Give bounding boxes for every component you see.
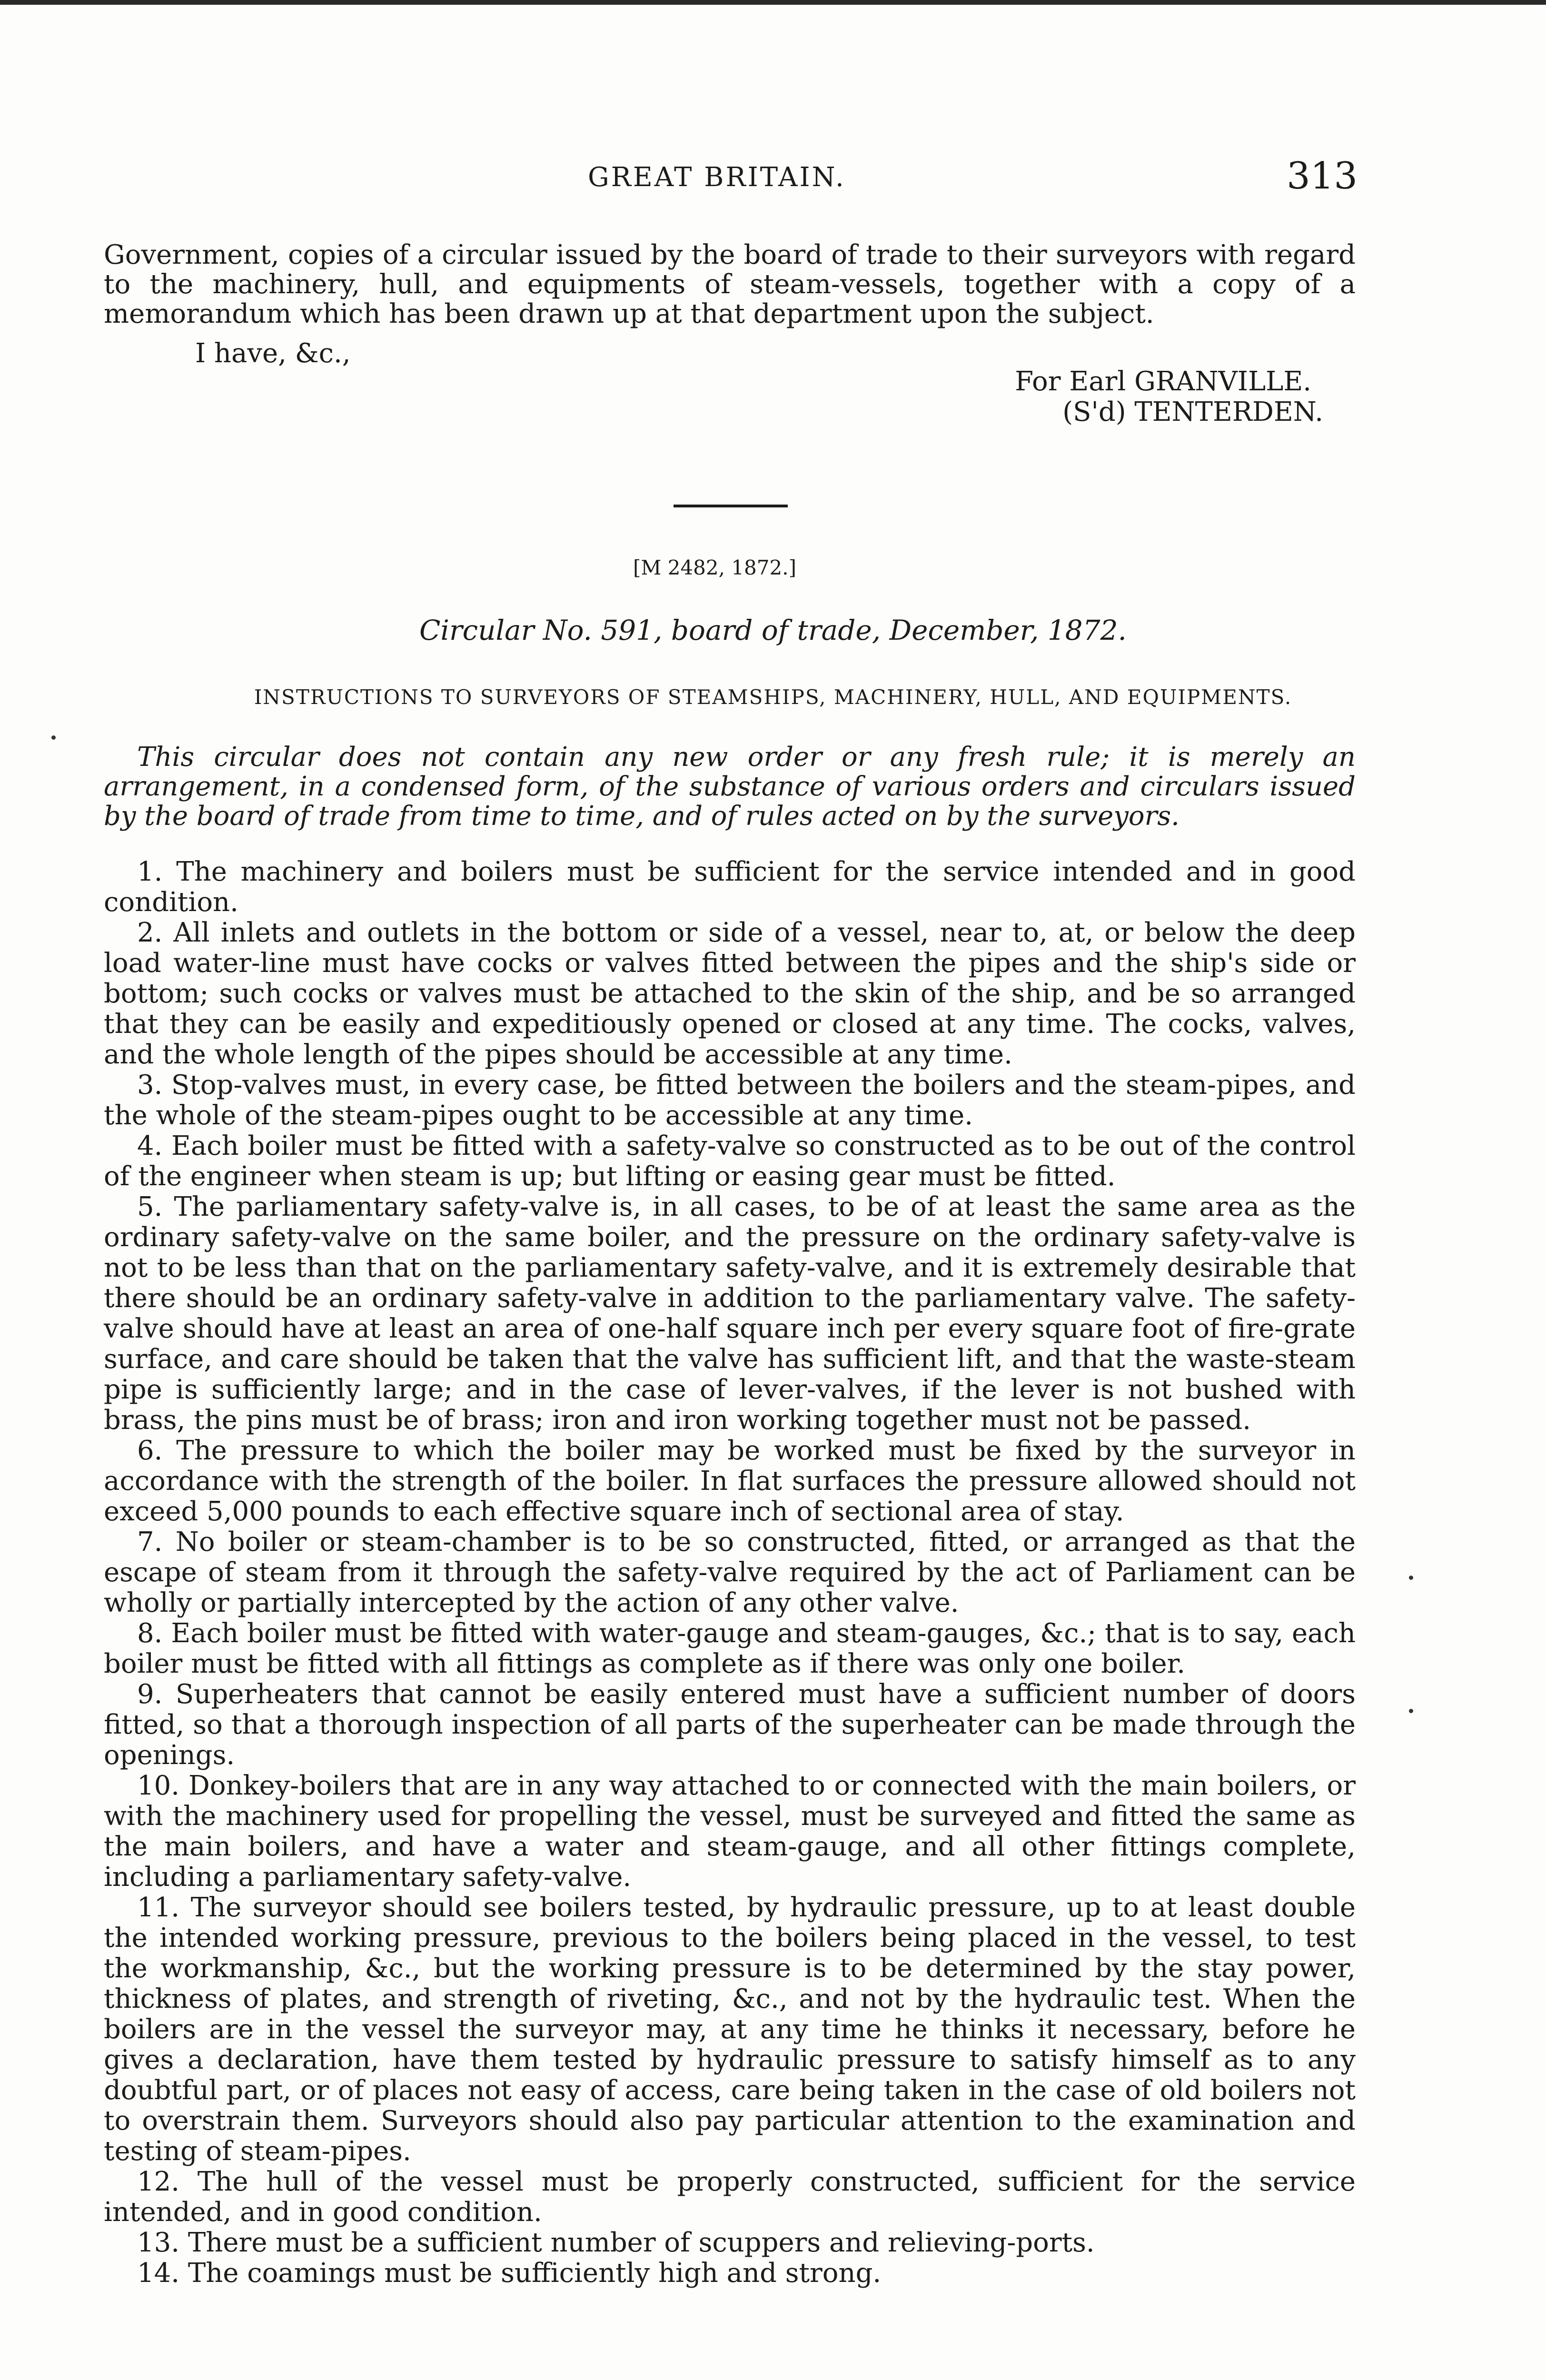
circular-reference: [M 2482, 1872.]: [633, 556, 796, 579]
rule-item: 11. The surveyor should see boilers tested, by hydraulic pressure, up to at least double the intended working pressure, previous to the boilers being placed in the vessel, to test the workmanship, &c., but the working pressure is to be determined by the stay power, thickness of plates, and strength of riveting, &c., and not by the hydraulic test. When the boilers are in the vessel the surveyor may, at any time he thinks it necessary, before he gives a declaration, have them tested by hydraulic pressure to satisfy himself as to any doubtful part, or of places not easy of access, care being taken in the case of old boilers not to overstrain them. Surveyors should also pay particular attention to the examination and testing of steam-pipes.: [104, 1892, 1356, 2167]
signature-line-1: For Earl GRANVILLE.: [1015, 366, 1312, 397]
page-number: 313: [1287, 155, 1358, 198]
circular-note: This circular does not contain any new order or any fresh rule; it is merely an arrangement, in a condensed form, of the substance of various orders and circulars issued by the board of trade from time to time, and of rules acted on by the surveyors.: [104, 742, 1356, 832]
letter-body-text: Government, copies of a circular issued by the board of trade to their surveyors with regard to the machinery, hull, and equipments of steam-vessels, together with a copy of a memorandum which has been drawn up at that department upon the subject.: [104, 239, 1356, 329]
rule-item: 3. Stop-valves must, in every case, be fitted between the boilers and the steam-pipes, and the whole of the steam-pipes ought to be accessible at any time.: [104, 1070, 1356, 1131]
ink-speck: [51, 735, 56, 740]
ink-speck: [1409, 1576, 1413, 1580]
letter-signature: [1015, 367, 1323, 427]
rule-item: 2. All inlets and outlets in the bottom or side of a vessel, near to, at, or below the deep load water-line must have cocks or valves fitted between the pipes and the ship's side or bottom; such cocks or valves must be attached to the skin of the ship, and be so arranged that they can be easily and expeditiously opened or closed at any time. The cocks, valves, and the whole length of the pipes should be accessible at any time.: [104, 917, 1356, 1070]
rule-item: 10. Donkey-boilers that are in any way attached to or connected with the main boilers, or with the machinery used for propelling the vessel, must be surveyed and fitted the same as the main boilers, and have a water and steam-gauge, and all other fittings complete, including a parliamentary safety-valve.: [104, 1770, 1356, 1893]
rule-item: 9. Superheaters that cannot be easily entered must have a sufficient number of doors fitted, so that a thorough inspection of all parts of the superheater can be made through the openings.: [104, 1679, 1356, 1771]
rule-item: 7. No boiler or steam-chamber is to be so constructed, fitted, or arranged as that the escape of steam from it through the safety-valve required by the act of Parliament can be wholly or partially intercepted by the action of any other valve.: [104, 1527, 1356, 1618]
rule-item: 8. Each boiler must be fitted with water-gauge and steam-gauges, &c.; that is to say, each boiler must be fitted with all fittings as complete as if there was only one boiler.: [104, 1618, 1356, 1679]
signature-line-2: (S'd) TENTERDEN.: [1062, 397, 1323, 427]
ink-speck: [1409, 1709, 1413, 1713]
rule-item: 1. The machinery and boilers must be sufficient for the service intended and in good condition.: [104, 856, 1356, 918]
rule-item: 14. The coamings must be sufficiently high and strong.: [137, 2258, 882, 2289]
rules-list: [104, 857, 1356, 2289]
letter-salutation: I have, &c.,: [195, 338, 351, 369]
section-divider: [674, 505, 788, 507]
rule-item: 6. The pressure to which the boiler may be worked must be fixed by the surveyor in accordance with the strength of the boiler. In flat surfaces the pressure allowed should not exceed 5,000 pounds to each effective square inch of sectional area of stay.: [104, 1435, 1356, 1527]
rule-item: 13. There must be a sufficient number of scuppers and relieving-ports.: [137, 2227, 1095, 2258]
running-head: GREAT BRITAIN.: [588, 162, 846, 193]
rule-item: 5. The parliamentary safety-valve is, in all cases, to be of at least the same area as the ordinary safety-valve on the same boiler, and the pressure on the ordinary safety-valve is not to be less than that on the parliamentary safety-valve, and it is extremely desirable that there should be an ordinary safety-valve in addition to the parliamentary valve. The safety-valve should have at least an area of one-half square inch per every square foot of fire-grate surface, and care should be taken that the valve has sufficient lift, and that the waste-steam pipe is sufficiently large; and in the case of lever-valves, if the lever is not bushed with brass, the pins must be of brass; iron and iron working together must not be passed.: [104, 1191, 1356, 1436]
rule-item: 4. Each boiler must be fitted with a safety-valve so constructed as to be out of the control of the engineer when steam is up; but lifting or easing gear must be fitted.: [104, 1130, 1356, 1192]
rule-item: 12. The hull of the vessel must be properly constructed, sufficient for the service intended, and in good condition.: [104, 2166, 1356, 2228]
letter-body: [104, 240, 1356, 329]
instructions-heading: INSTRUCTIONS TO SURVEYORS OF STEAMSHIPS, MACHINERY, HULL, AND EQUIPMENTS.: [254, 685, 1292, 709]
circular-title: Circular No. 591, board of trade, December, 1872.: [419, 614, 1127, 646]
top-border: [0, 0, 1546, 5]
